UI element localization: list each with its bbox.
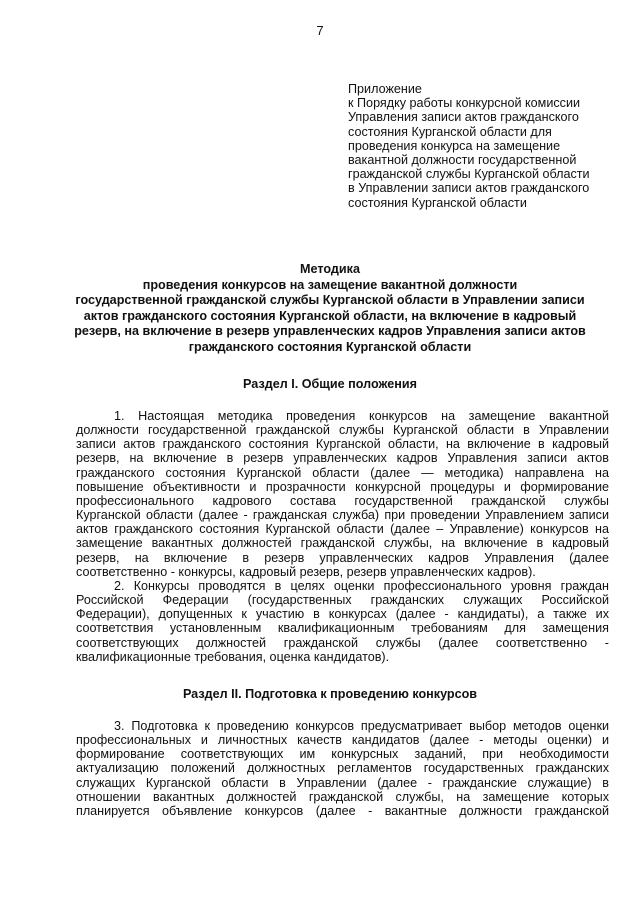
paragraph-line: профессионального кадрового состава государственной гражданской службы xyxy=(76,493,609,508)
appendix-line: проведения конкурса на замещение xyxy=(348,138,561,153)
appendix-line: состояния Курганской области для xyxy=(348,124,552,139)
title-line: гражданского состояния Курганской области xyxy=(188,339,472,354)
paragraph-line: резерв, на включение в резерв управленческих кадров Управления (далее xyxy=(76,550,609,565)
paragraph-line: 1. Настоящая методика проведения конкурсов на замещение вакантной xyxy=(114,409,609,423)
title-line: Методика xyxy=(300,262,360,276)
paragraph-line: служащих Курганской области в Управлении (далее - гражданские служащие) в xyxy=(76,775,609,790)
appendix-line: вакантной должности государственной xyxy=(348,153,577,168)
paragraph-line: соответствующих должностей гражданской службы (далее соответственно - xyxy=(76,635,609,650)
section-1-heading: Раздел I. Общие положения xyxy=(243,377,417,391)
title-line: резерв, на включение в резерв управленческих кадров Управления записи актов xyxy=(74,324,586,338)
paragraph-line: 3. Подготовка к проведению конкурсов предусматривает выбор методов оценки xyxy=(114,719,609,733)
appendix-line: гражданской службы Курганской области xyxy=(348,167,590,182)
appendix-line: Приложение xyxy=(348,82,422,96)
appendix-line: состояния Курганской области xyxy=(348,195,527,210)
paragraph-line: Курганской области (далее - гражданская служба) при проведении Управлением записи xyxy=(76,508,609,523)
paragraph-line: резерв, на включение в резерв управленческих кадров Управления записи актов xyxy=(76,451,609,466)
paragraph-line: соответствия установленным квалификационным требованиям для замещения xyxy=(76,621,609,636)
paragraph-line: профессиональных и личностных качеств кандидатов (далее - методы оценки) и xyxy=(76,733,609,748)
paragraph-line: записи актов гражданского состояния Курганской области, на включение в кадровый xyxy=(76,437,609,452)
title-line: проведения конкурсов на замещение вакантной должности xyxy=(142,277,518,292)
paragraph-line: 2. Конкурсы проводятся в целях оценки профессионального уровня граждан xyxy=(114,579,609,593)
appendix-line: в Управлении записи актов гражданского xyxy=(348,181,590,196)
document-title xyxy=(40,262,620,355)
paragraph-2 xyxy=(76,579,609,664)
paragraph-1 xyxy=(76,409,609,579)
page-number: 7 xyxy=(316,23,324,38)
paragraph-line: гражданского состояния Курганской области (далее — методика) направлена на xyxy=(76,465,609,480)
paragraph-line: замещение вакантных должностей гражданской службы, на включение в кадровый xyxy=(76,536,609,551)
section-2-heading: Раздел II. Подготовка к проведению конкурсов xyxy=(182,687,478,701)
paragraph-line: соответственно - конкурсы, кадровый резерв, резерв управленческих кадров). xyxy=(76,564,536,579)
paragraph-line: планируется объявление конкурсов (далее - вакантные должности гражданской xyxy=(76,803,609,818)
paragraph-line: повышение объективности и прозрачности конкурсной процедуры и формирование xyxy=(76,479,609,494)
paragraph-line: Федерации), допущенных к участию в конкурсах (далее - кандидаты), а также их xyxy=(76,607,609,622)
paragraph-line: актуализацию положений должностных регламентов государственных гражданских xyxy=(76,761,609,776)
paragraph-line: отношении вакантных должностей гражданской службы, на замещение которых xyxy=(76,789,609,804)
paragraph-line: формирование соответствующих им конкурсных заданий, при необходимости xyxy=(76,747,609,762)
paragraph-line: квалификационные требования, оценка кандидатов). xyxy=(76,649,390,664)
paragraph-line: должности государственной гражданской службы Курганской области в Управлении xyxy=(76,423,609,438)
appendix-block xyxy=(348,82,618,210)
title-line: актов гражданского состояния Курганской области, на включение в кадровый xyxy=(83,308,577,323)
paragraph-line: Российской Федерации (государственных гражданских служащих Российской xyxy=(76,593,609,608)
title-line: государственной гражданской службы Курганской области в Управлении записи xyxy=(75,293,585,307)
appendix-line: к Порядку работы конкурсной комиссии xyxy=(348,96,581,111)
paragraph-line: актов гражданского состояния Курганской области (далее – Управление) конкурсов на xyxy=(76,522,609,537)
paragraph-3 xyxy=(76,719,609,818)
appendix-line: Управления записи актов гражданского xyxy=(348,110,579,125)
